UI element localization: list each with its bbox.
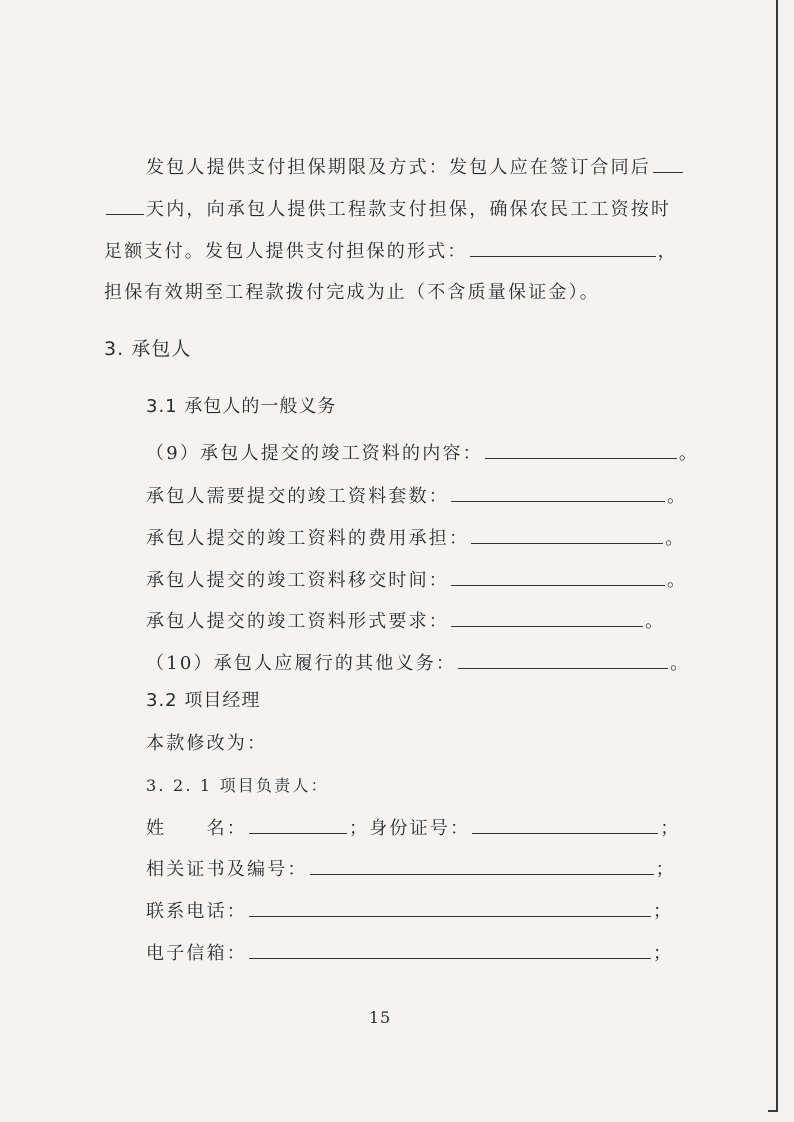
section-3-heading: 3. 承包人 <box>104 338 192 360</box>
guarantee-line-1: 发包人提供支付担保期限及方式：发包人应在签订合同后 <box>146 154 685 181</box>
duty-blank[interactable] <box>451 608 643 627</box>
duty-item: （9）承包人提交的竣工资料的内容： 。 <box>146 440 699 467</box>
section-3-1-heading: 3.1 承包人的一般义务 <box>146 396 337 417</box>
page-edge-corner <box>768 1110 778 1112</box>
duty-blank[interactable] <box>485 440 677 459</box>
manager-id-field[interactable] <box>472 815 658 834</box>
guarantee-days-blank-b[interactable] <box>106 196 144 215</box>
guarantee-line-2: 天内，向承包人提供工程款支付担保，确保农民工工资按时 <box>104 196 671 223</box>
manager-name-row: 姓 名： ；身份证号： ； <box>146 815 680 842</box>
duty-blank[interactable] <box>471 525 663 544</box>
guarantee-line-4: 担保有效期至工程款拨付完成为止（不含质量保证金）。 <box>104 282 600 303</box>
duty-blank[interactable] <box>451 483 665 502</box>
guarantee-days-blank-a[interactable] <box>653 154 683 173</box>
duty-item: 承包人提交的竣工资料的费用承担： 。 <box>146 525 685 552</box>
manager-phone-field[interactable] <box>249 898 651 917</box>
section-3-2-intro: 本款修改为： <box>146 733 268 754</box>
page-number: 15 <box>368 1008 392 1027</box>
manager-phone-row: 联系电话： ； <box>146 898 673 925</box>
manager-email-row: 电子信箱： ； <box>146 940 673 967</box>
duty-blank[interactable] <box>451 567 665 586</box>
duty-item: 承包人提交的竣工资料形式要求： 。 <box>146 608 665 635</box>
duty-blank[interactable] <box>458 650 668 669</box>
guarantee-line-3: 足额支付。发包人提供支付担保的形式： ， <box>104 238 678 265</box>
section-3-2-heading: 3.2 项目经理 <box>146 690 261 711</box>
manager-name-field[interactable] <box>249 815 347 834</box>
duty-item: 承包人需要提交的竣工资料套数： 。 <box>146 483 687 510</box>
duty-item: （10）承包人应履行的其他义务： 。 <box>146 650 690 677</box>
manager-cert-field[interactable] <box>310 856 654 875</box>
duty-item: 承包人提交的竣工资料移交时间： 。 <box>146 567 687 594</box>
manager-email-field[interactable] <box>249 940 651 959</box>
page-edge-line <box>776 0 778 1112</box>
guarantee-form-blank[interactable] <box>470 238 656 257</box>
manager-cert-row: 相关证书及编号： ； <box>146 856 676 883</box>
section-3-2-1-heading: 3. 2. 1 项目负责人： <box>146 776 329 795</box>
